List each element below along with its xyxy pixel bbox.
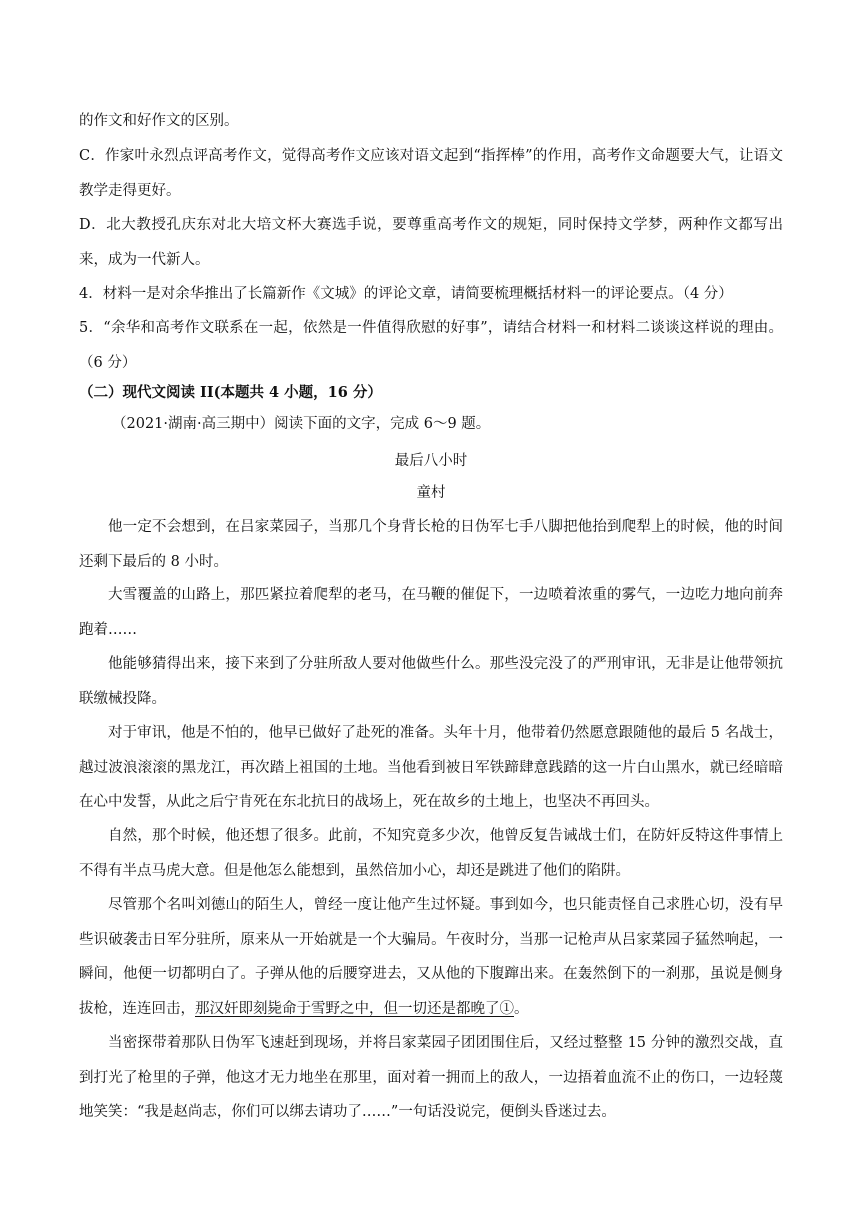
- question-4: 4．材料一是对余华推出了长篇新作《文城》的评论文章，请简要梳理概括材料一的评论要点。（4 分）: [79, 286, 733, 302]
- story-author: 童村: [416, 485, 446, 501]
- story-paragraph-2: 大雪覆盖的山路上，那匹紧拉着爬犁的老马，在马鞭的催促下，一边喷着浓重的雾气，一边吃力地向前奔跑着……: [79, 587, 783, 638]
- question-5: 5．“余华和高考作文联系在一起，依然是一件值得欣慰的好事”，请结合材料一和材料二谈谈这样说的理由。（6 分）: [79, 320, 783, 371]
- story-paragraph-5: 自然，那个时候，他还想了很多。此前，不知究竟多少次，他曾反复告诫战士们，在防奸反特这件事情上不得有半点马虎大意。但是他怎么能想到，虽然倍加小心，却还是跳进了他们的陷阱。: [79, 828, 783, 879]
- story-paragraph-4: 对于审讯，他是不怕的，他早已做好了赴死的准备。头年十月，他带着仍然愿意跟随他的最后 5 名战士，越过波浪滚滚的黑龙江，再次踏上祖国的土地。当他看到被日军铁蹄肆意践踏的这一片白山黑水，就已经暗暗在心中发誓，从此之后宁肯死在东北抗日的战场上，死在故乡的土地上，也坚决不再回头。: [79, 725, 783, 810]
- question-source: （2021·湖南·高三期中）阅读下面的文字，完成 6～9 题。: [112, 416, 491, 432]
- paragraph-6-text: 尽管那个名叫刘德山的陌生人，曾经一度让他产生过怀疑。事到如今，也只能责怪自己求胜心切，没有早些识破袭击日军分驻所，原来从一开始就是一个大骗局。午夜时分，当那一记枪声从吕家菜园子猛然响起，一瞬间，他便一切都明白了。子弹从他的后腰穿进去，又从他的下腹蹿出来。在轰然倒下的一刹那，虽说是侧身拔枪，连连回击，: [79, 897, 783, 1017]
- story-title: 最后八小时: [394, 453, 468, 469]
- option-c: C．作家叶永烈点评高考作文，觉得高考作文应该对语文起到“指挥棒”的作用，高考作文命题要大气，让语文教学走得更好。: [79, 148, 783, 199]
- section-heading: （二）现代文阅读 II(本题共 4 小题，16 分）: [79, 384, 382, 401]
- story-paragraph-1: 他一定不会想到，在吕家菜园子，当那几个身背长枪的日伪军七手八脚把他抬到爬犁上的时候，他的时间还剩下最后的 8 小时。: [79, 519, 783, 570]
- option-d: D．北大教授孔庆东对北大培文杯大赛选手说，要尊重高考作文的规矩，同时保持文学梦，两种作文都写出来，成为一代新人。: [79, 217, 783, 268]
- story-paragraph-7: 当密探带着那队日伪军飞速赶到现场，并将吕家菜园子团团围住后，又经过整整 15 分钟的激烈交战，直到打光了枪里的子弹，他这才无力地坐在那里，面对着一拥而上的敌人，一边捂着血流不止的伤口，一边轻蔑地笑笑：“我是赵尚志，你们可以绑去请功了……”一句话没说完，便倒头昏迷过去。: [79, 1035, 783, 1120]
- paragraph-6-end: 。: [514, 1000, 529, 1017]
- story-paragraph-6: [79, 888, 783, 1026]
- story-paragraph-3: 他能够猜得出来，接下来到了分驻所敌人要对他做些什么。那些没完没了的严刑审讯，无非是让他带领抗联缴械投降。: [79, 656, 783, 707]
- previous-answer-tail: 的作文和好作文的区别。: [79, 113, 239, 129]
- underlined-sentence-1: 那汉奸即刻毙命于雪野之中，但一切还是都晚了①: [195, 1000, 514, 1017]
